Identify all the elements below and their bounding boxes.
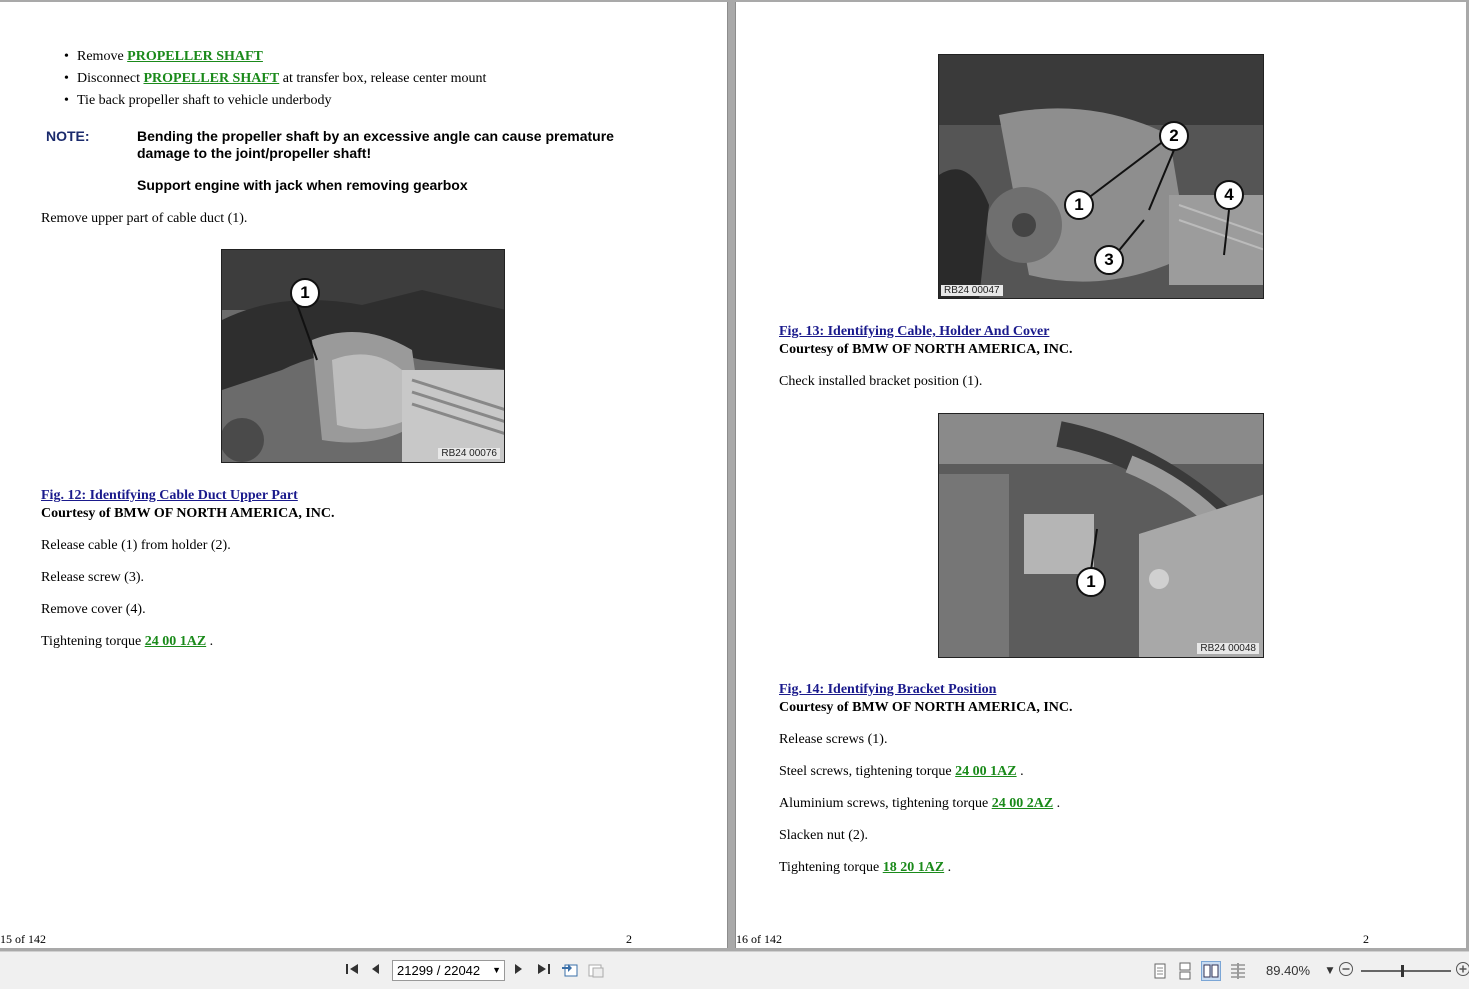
fig12-photo (221, 249, 505, 463)
zoom-out-icon[interactable] (1338, 961, 1354, 981)
next-page-icon[interactable] (510, 961, 526, 981)
callout-marker: 1 (1064, 190, 1094, 220)
page-counter: 15 of 142 (0, 932, 46, 946)
propeller-shaft-link[interactable]: PROPELLER SHAFT (127, 49, 263, 64)
zoom-slider-handle[interactable] (1401, 965, 1404, 977)
torque-spec-link[interactable]: 18 20 1AZ (882, 860, 945, 875)
fig13-title-link[interactable]: Fig. 13: Identifying Cable, Holder And Cover (779, 324, 1050, 339)
callout-marker: 1 (290, 278, 320, 308)
instruction-text: Release screw (3). (41, 570, 145, 585)
fig13-courtesy: Courtesy of BMW OF NORTH AMERICA, INC. (779, 342, 1073, 357)
propeller-shaft-link[interactable]: PROPELLER SHAFT (143, 71, 280, 86)
note-label: NOTE: (46, 128, 90, 144)
continuous-view-icon[interactable] (1175, 961, 1195, 981)
callout-marker: 1 (1076, 567, 1106, 597)
zoom-dropdown-chevron-icon[interactable]: ▼ (1326, 966, 1334, 976)
note-text-line: damage to the joint/propeller shaft! (137, 145, 372, 161)
torque-line: Steel screws, tightening torque 24 00 1AZ . (779, 764, 1024, 779)
fig12-courtesy: Courtesy of BMW OF NORTH AMERICA, INC. (41, 506, 335, 521)
fig14-photo (938, 413, 1264, 658)
first-page-icon[interactable] (343, 961, 361, 981)
instruction-text: Slacken nut (2). (779, 828, 869, 843)
zoom-in-icon[interactable] (1455, 961, 1469, 981)
fig13-photo (938, 54, 1264, 299)
last-page-icon[interactable] (535, 961, 553, 981)
note-text-line: Bending the propeller shaft by an excessive angle can cause premature (137, 128, 614, 144)
section-number: 2 (1363, 932, 1369, 946)
instruction-text: Release screws (1). (779, 732, 888, 747)
image-code: RB24 00076 (438, 448, 500, 459)
image-code: RB24 00047 (941, 285, 1003, 296)
right-page (735, 2, 1466, 948)
image-code: RB24 00048 (1197, 643, 1259, 654)
fig14-courtesy: Courtesy of BMW OF NORTH AMERICA, INC. (779, 700, 1073, 715)
viewer-toolbar (0, 951, 1469, 989)
callout-marker: 4 (1214, 180, 1244, 210)
page-counter: 16 of 142 (736, 932, 782, 946)
engine-photo-graphic (939, 414, 1264, 658)
torque-spec-link[interactable]: 24 00 1AZ (955, 764, 1017, 779)
torque-spec-link[interactable]: 24 00 1AZ (144, 634, 207, 649)
instruction-text: Check installed bracket position (1). (779, 374, 983, 389)
left-page (0, 2, 728, 948)
torque-line: Tightening torque 18 20 1AZ . (779, 860, 952, 875)
engine-photo-graphic (222, 250, 505, 463)
previous-view-icon[interactable] (561, 961, 579, 981)
note-text-line: Support engine with jack when removing gearbox (137, 177, 468, 193)
zoom-level[interactable]: 89.40% (1266, 963, 1311, 978)
page-number-input[interactable]: 21299 / 22042 ▼ (392, 960, 505, 981)
torque-spec-link[interactable]: 24 00 2AZ (991, 796, 1054, 811)
fig12-title-link[interactable]: Fig. 12: Identifying Cable Duct Upper Part (41, 488, 298, 503)
section-number: 2 (626, 932, 632, 946)
fig14-title-link[interactable]: Fig. 14: Identifying Bracket Position (779, 682, 997, 697)
instruction-text: Remove cover (4). (41, 602, 146, 617)
callout-marker: 3 (1094, 245, 1124, 275)
instruction-text: Release cable (1) from holder (2). (41, 538, 231, 553)
instruction-text: Remove upper part of cable duct (1). (41, 211, 248, 226)
two-page-view-icon[interactable] (1201, 961, 1221, 981)
bullet-item: • Disconnect PROPELLER SHAFT at transfer box, release center mount (77, 70, 486, 88)
chevron-down-icon[interactable]: ▼ (492, 965, 501, 975)
callout-marker: 2 (1159, 121, 1189, 151)
torque-line: Aluminium screws, tightening torque 24 00 2AZ . (779, 796, 1061, 811)
next-view-icon[interactable] (587, 961, 605, 981)
torque-line: Tightening torque 24 00 1AZ . (41, 634, 214, 649)
zoom-slider[interactable] (1361, 970, 1451, 972)
bullet-item: • Tie back propeller shaft to vehicle underbody (77, 92, 332, 110)
previous-page-icon[interactable] (368, 961, 384, 981)
bullet-item: • Remove PROPELLER SHAFT (77, 48, 263, 66)
single-page-view-icon[interactable] (1150, 961, 1170, 981)
two-page-continuous-view-icon[interactable] (1228, 961, 1248, 981)
